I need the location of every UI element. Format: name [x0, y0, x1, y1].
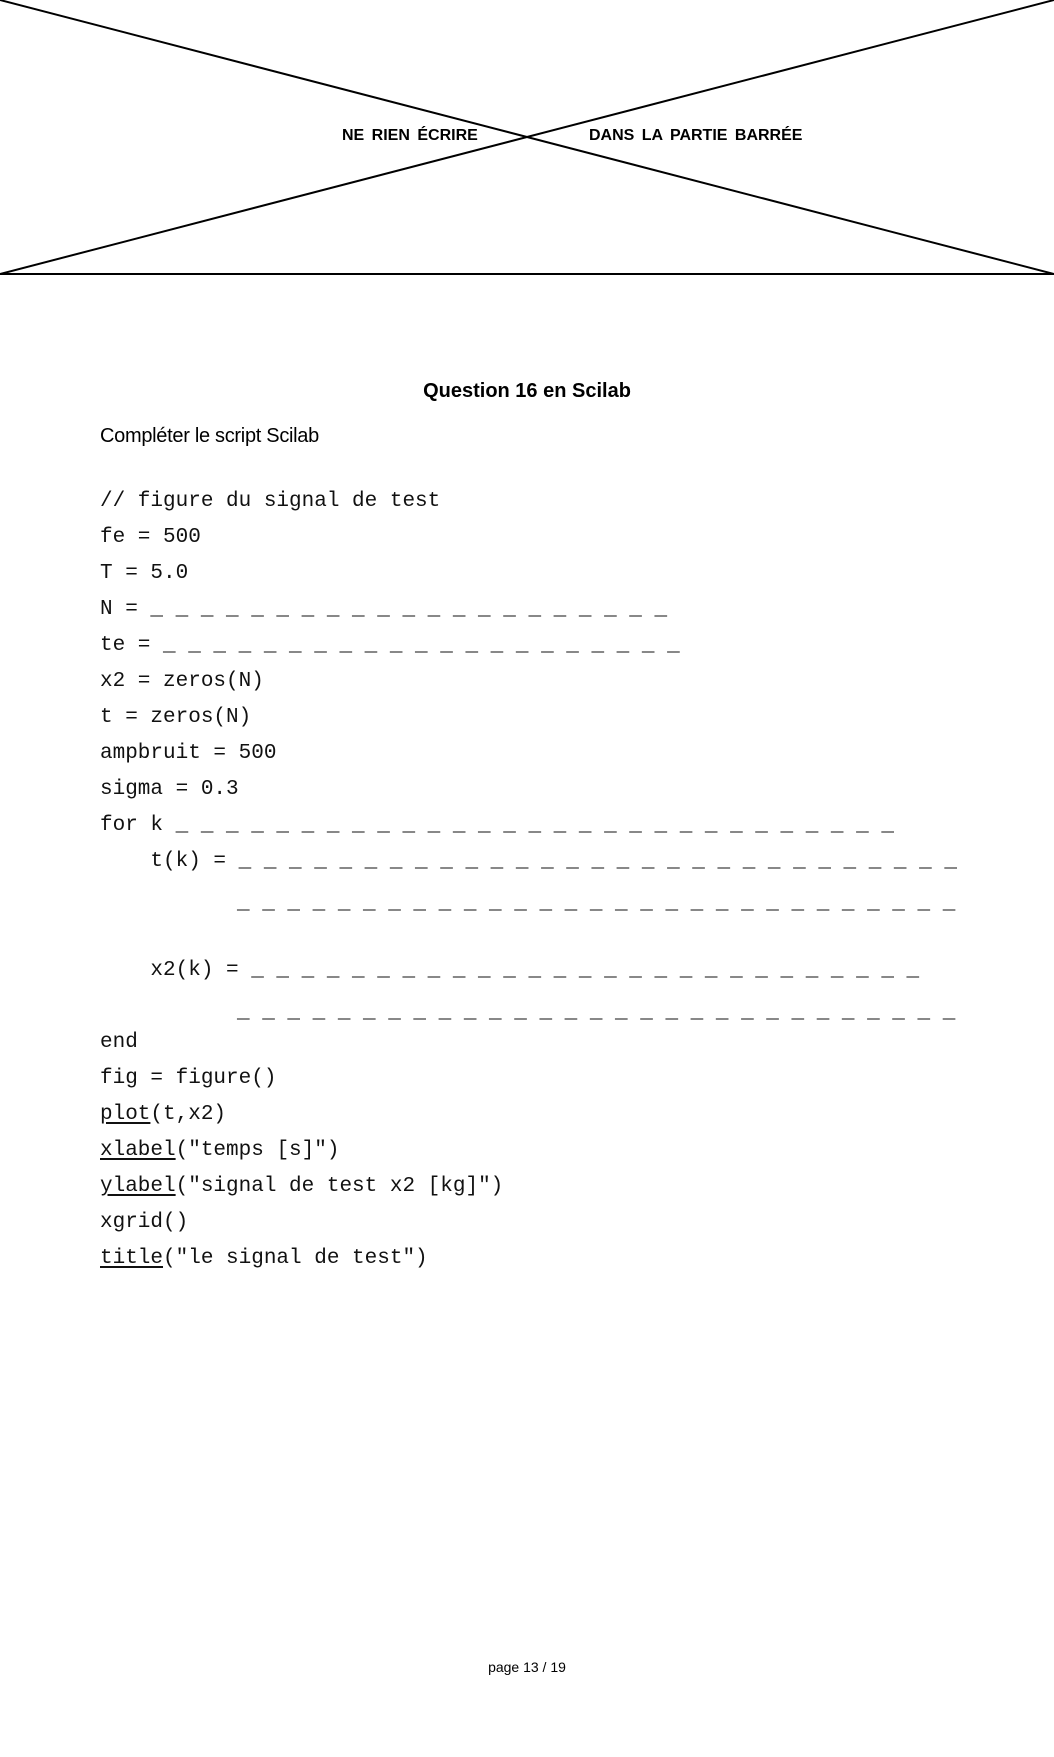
title-args: ("le signal de test"): [163, 1247, 428, 1270]
code-line-figure: fig = figure(): [100, 1067, 277, 1090]
code-line-N-blank: N = _ _ _ _ _ _ _ _ _ _ _ _ _ _ _ _ _ _ _ _ _: [100, 598, 668, 621]
code-line-for-blank: for k _ _ _ _ _ _ _ _ _ _ _ _ _ _ _ _ _ _ _ _ _ _ _ _ _ _ _ _ _: [100, 814, 894, 837]
code-line-fe: fe = 500: [100, 526, 201, 549]
code-line-plot: [100, 1102, 226, 1128]
code-line-t-zeros: t = zeros(N): [100, 706, 252, 729]
code-line-xlabel: [100, 1138, 339, 1164]
code-line-end: end: [100, 1031, 138, 1054]
title-function: title: [100, 1247, 164, 1270]
plot-args: (t,x2): [150, 1103, 227, 1126]
code-line-x2-zeros: x2 = zeros(N): [100, 670, 264, 693]
code-line-ylabel: [100, 1174, 503, 1200]
code-line-tk-blank: t(k) = _ _ _ _ _ _ _ _ _ _ _ _ _ _ _ _ _ _ _ _ _ _ _ _ _ _ _ _ _: [100, 850, 957, 873]
code-line-comment: // figure du signal de test: [100, 490, 441, 513]
ylabel-function: ylabel: [100, 1175, 176, 1198]
barred-text-left: NE RIEN ÉCRIRE: [342, 127, 478, 144]
barred-cross: [0, 0, 1054, 276]
code-line-T: T = 5.0: [100, 562, 189, 585]
code-line-te-blank: te = _ _ _ _ _ _ _ _ _ _ _ _ _ _ _ _ _ _ _ _ _: [100, 634, 680, 657]
xlabel-function: xlabel: [100, 1139, 176, 1162]
code-line-title: [100, 1246, 428, 1272]
barred-zone: [0, 0, 1054, 276]
instruction-text: Compléter le script Scilab: [100, 425, 319, 447]
code-line-xgrid: xgrid(): [100, 1211, 189, 1234]
code-line-x2k-blank: x2(k) = _ _ _ _ _ _ _ _ _ _ _ _ _ _ _ _ _ _ _ _ _ _ _ _ _ _ _: [100, 959, 920, 982]
question-title: Question 16 en Scilab: [423, 380, 631, 402]
xlabel-args: ("temps [s]"): [175, 1139, 340, 1162]
barred-text-right: DANS LA PARTIE BARRÉE: [589, 127, 803, 144]
page-number: page 13 / 19: [488, 1659, 566, 1675]
ylabel-args: ("signal de test x2 [kg]"): [175, 1175, 504, 1198]
plot-function: plot: [100, 1103, 151, 1126]
code-line-ampbruit: ampbruit = 500: [100, 742, 277, 765]
code-line-sigma: sigma = 0.3: [100, 778, 239, 801]
code-line-x2k-continuation-blank: _ _ _ _ _ _ _ _ _ _ _ _ _ _ _ _ _ _ _ _ _ _ _ _ _ _ _ _ _: [237, 1001, 956, 1024]
code-line-tk-continuation-blank: _ _ _ _ _ _ _ _ _ _ _ _ _ _ _ _ _ _ _ _ _ _ _ _ _ _ _ _ _: [237, 892, 956, 915]
